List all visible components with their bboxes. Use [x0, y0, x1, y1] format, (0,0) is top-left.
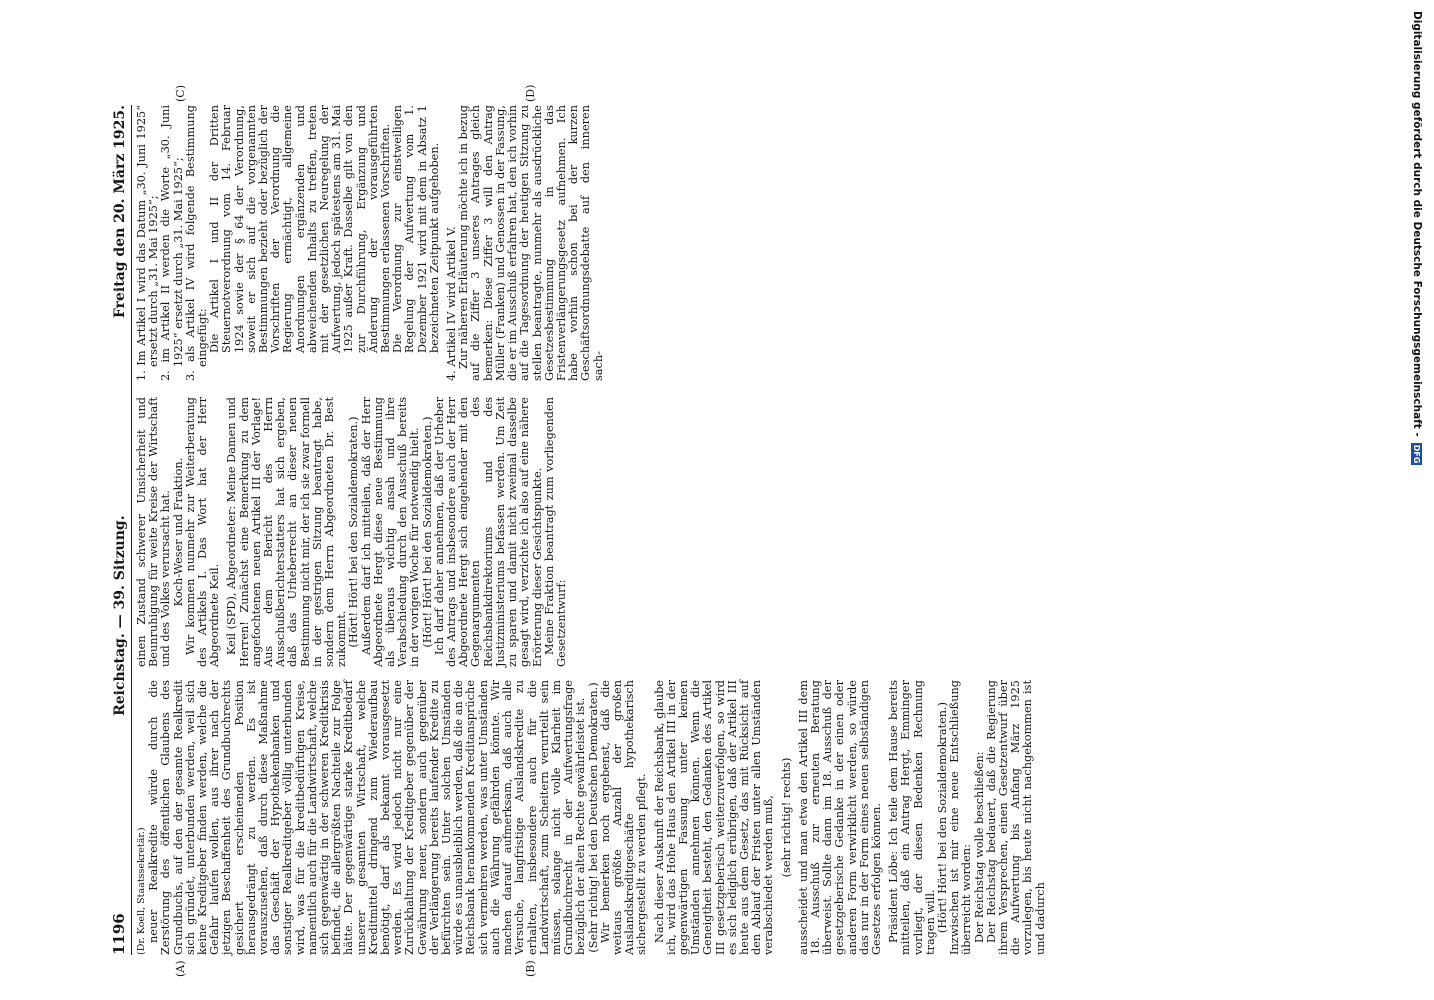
paragraph: Die Artikel I und II der Dritten Steuernotverordnung vom 14. Februar 1924 sowie der § 64 der Verordnung, soweit er sich auf die vorgenannten Bestimmungen bezieht oder bezüglich der Vorschriften der Verordnung die Regierung ermächtigt, allgemeine Anordnungen ergänzenden und abweichenden Inhalts zu treffen, treten mit der gesetzlichen Neuregelung der Aufwertung, jedoch spätestens am 31. Mai 1925 außer Kraft. Dasselbe gilt von den zur Durchführung, Ergänzung und Änderung der vorausgeführten Bestimmungen erlassenen Vorschriften.	[208, 105, 393, 353]
rotated-page-body	[104, 84, 1047, 977]
signature-line: Koch-Weser und Fraktion.	[171, 457, 185, 607]
paragraph: einen Zustand schwerer Unsicherheit und Beunruhigung für weite Kreise der Wirtschaft und des Volkes verursacht hat.	[135, 397, 173, 667]
margin-mark-b: (B)	[524, 960, 537, 977]
interjection: (Hört! Hört! bei den Sozialdemokraten.)	[347, 416, 361, 648]
header-title-left: Reichstag. — 39. Sitzung.	[112, 515, 128, 716]
credit-text: Digitalisierung gefördert durch die Deutsche Forschungsgemeinschaft -	[1411, 11, 1423, 437]
paragraph: Die Verordnung zur einstweiligen Regelung der Aufwertung vom 1. Dezember 1921 wird mit dem in Absatz 1 bezeichneten Zeitpunkt aufgehoben.	[391, 105, 441, 353]
speaker-line: (Dr. Koell, Staatssekretär.)	[136, 827, 147, 955]
paragraph: Präsident Löbe: Ich teile dem Hause bereits mitteilen, daß ein Antrag Hergt, Emminger vorliegt, der diesen Bedenken Rechnung tragen will.	[887, 680, 937, 955]
header-title-right: Freitag den 20. März 1925.	[112, 105, 128, 319]
margin-mark-c: (C)	[174, 85, 187, 102]
paragraph: Meine Fraktion beantragt zum vorliegenden Gesetzentwurf:	[542, 397, 568, 667]
column-left	[136, 680, 1047, 955]
paragraph: ausscheidet und man etwa den Artikel III dem 18. Ausschuß zur erneuten Beratung überweist. Sollte dann im 18. Ausschuß der gesetzgeberische Gedanke in der einen oder anderen Form verwirklicht werden, so würde das nur in der Form eines neuen selbständigen Gesetzes erfolgen können.	[796, 680, 883, 955]
list-item: 1. Im Artikel I wird das Datum „30. Juni 1925“ ersetzt durch „31. Mai 1925“;	[135, 105, 161, 381]
paragraph: Wir kommen nunmehr zur Weiterberatung des Artikels I. Das Wort hat der Herr Abgeordnete Keil.	[183, 397, 222, 667]
interjection: (Hört! Hört! bei den Sozialdemokraten.)	[936, 701, 949, 934]
page-number: 1196	[110, 913, 128, 955]
column-middle	[136, 397, 568, 667]
digitization-credit	[1410, 11, 1424, 996]
list-item: 2. im Artikel II werden die Worte „30. Juni 1925“ ersetzt durch „31. Mai 1925“;	[159, 105, 185, 381]
paragraph: Nach dieser Auskunft der Reichsbank, glaube ich, wird das Hohe Haus den Artikel III in der gegenwärtigen Fassung unter keinen Umständen annehmen können. Wenn die Geneigtheit besteht, den Gedanken des Artikel III gesetzgeberisch weiterzuverfolgen, so wird es sich lediglich erübrigen, daß der Artikel III heute aus dem Gesetz, das mit Rücksicht auf den Ablauf der Fristen unter allen Umständen verabschiedet werden muß,	[652, 680, 776, 955]
page-header	[104, 105, 132, 955]
list-item: 3. als Artikel IV wird folgende Bestimmung eingefügt:	[183, 105, 210, 381]
margin-mark-a: (A)	[174, 960, 187, 977]
interjection: (Sehr richtig! bei den Deutschen Demokraten.)	[586, 682, 600, 953]
dfg-logo: DFG	[1412, 444, 1422, 464]
paragraph: Keil (SPD), Abgeordneter: Meine Damen und Herren! Zunächst eine Bemerkung zu dem angefochtenen neuen Artikel III der Vorlage! Aus dem Bericht des Herrn Ausschußberichterstatters hat sich ergeben, daß das Urheberrecht an dieser neuen Bestimmung nicht mir, der ich sie zwar formell in der gestrigen Sitzung beantragt habe, sondern dem Herrn Abgeordneten Dr. Best zukommt.	[225, 396, 349, 667]
interjection: (Hört! Hört! bei den Sozialdemokraten.)	[420, 416, 434, 648]
paragraph: Wir bemerken noch ergebenst, daß die weitaus größte Anzahl der großen Auslandskreditgeschäfte hypothekarisch sichergestellt zu werden pflegt.	[598, 680, 649, 955]
paragraph: Der Reichstag bedauert, daß die Regierung ihrem Versprechen, einen Gesetzentwurf über die Aufwertung bis Anfang März 1925 vorzulegen, bis heute nicht nachgekommen ist und dadurch	[984, 680, 1047, 955]
interjection: (sehr richtig! rechts)	[779, 757, 793, 878]
margin-mark-d: (D)	[524, 84, 537, 102]
paragraph: neuer Realkredite würde durch die Zerstörung des öffentlichen Glaubens des Grundbuchs, auf den der gesamte Realkredit sich gründet, unterbunden werden, weil sich keine Kreditgeber finden werden, welche die Gefahr laufen wollen, aus ihrer nach der jetzigen Beschaffenheit des Grundbuchrechts gesichert erscheinenden Position herausgedrängt zu werden. Es ist vorauszusehen, daß durch diese Maßnahme das Geschäft der Hypothekenbanken und sonstiger Realkreditgeber völlig unterbunden wird, was für die kreditbedürftigen Kreise, namentlich auch für die Landwirtschaft, welche sich gegenwärtig in der schweren Kreditkrisis befindet, die allergrößten Nachteile zur Folge hätte. Der gegenwärtige starke Kreditbedarf unserer gesamten Wirtschaft, welche Kreditmittel dringend zum Wiederaufbau benötigt, darf als bekannt vorausgesetzt werden. Es wird jedoch nicht nur eine Zurückhaltung der Kreditgeber gegenüber der Gewährung neuer, sondern auch gegenüber der Verlängerung bereits laufender Kredite zu befürchten sein. Unter solchen Umständen würde es unausbleiblich werden, daß die an die Reichsbank herankommenden Kreditansprüche sich vermehren werden, was unter Umständen auch die Währung gefährden könnte. Wir machen darauf aufmerksam, daß auch alle Versuche, langfristige Auslandskredite zu erhalten, insbesondere auch für die Landwirtschaft, zum Scheitern verurteilt sein müssen, solange nicht volle Klarheit im Grundbuchrecht in der Aufwertungsfrage bezüglich der alten Rechte gewährleistet ist.	[147, 680, 588, 955]
paragraph: Ich darf daher annehmen, daß der Urheber des Antrags und insbesondere auch der Herr Abgeordnete Hergt sich eingehender mit den Gegenargumenten des Reichsbankdirektoriums und des Justizministeriums befassen werden. Um Zeit zu sparen und damit nicht zweimal dasselbe gesagt wird, verzichte ich also auf eine nähere Erörterung dieser Gesichtspunkte.	[432, 397, 544, 667]
paragraph: Inzwischen ist mir eine neue Entschließung überreicht worden:	[948, 680, 974, 955]
paragraph: Außerdem darf ich mitteilen, daß der Herr Abgeordnete Hergt diese neue Bestimmung als überaus wichtig ansah und ihre Verabschiedung durch den Ausschuß bereits in der vorigen Woche für notwendig hielt.	[359, 397, 422, 667]
paragraph: Zur näheren Erläuterung möchte ich in bezug auf die Ziffer 3 unseres Antrages gleich bemerken: Diese Ziffer 3 will den Antrag Müller (Franken) und Genossen in der Fassung, die er im Ausschuß erfahren hat, den ich vorhin auf die Tagesordnung der heutigen Sitzung zu stellen beantragte, nunmehr als ausdrückliche Gesetzesbestimmung in das Fristenverlängerungsgesetz aufnehmen. Ich habe vorhin schon bei der kurzen Geschäftsordnungsdebatte auf den inneren sach-	[457, 105, 605, 381]
list-item: 4. Artikel IV wird Artikel V.	[445, 226, 459, 381]
paragraph: Der Reichstag wolle beschließen:	[972, 751, 986, 943]
column-right	[136, 105, 605, 381]
